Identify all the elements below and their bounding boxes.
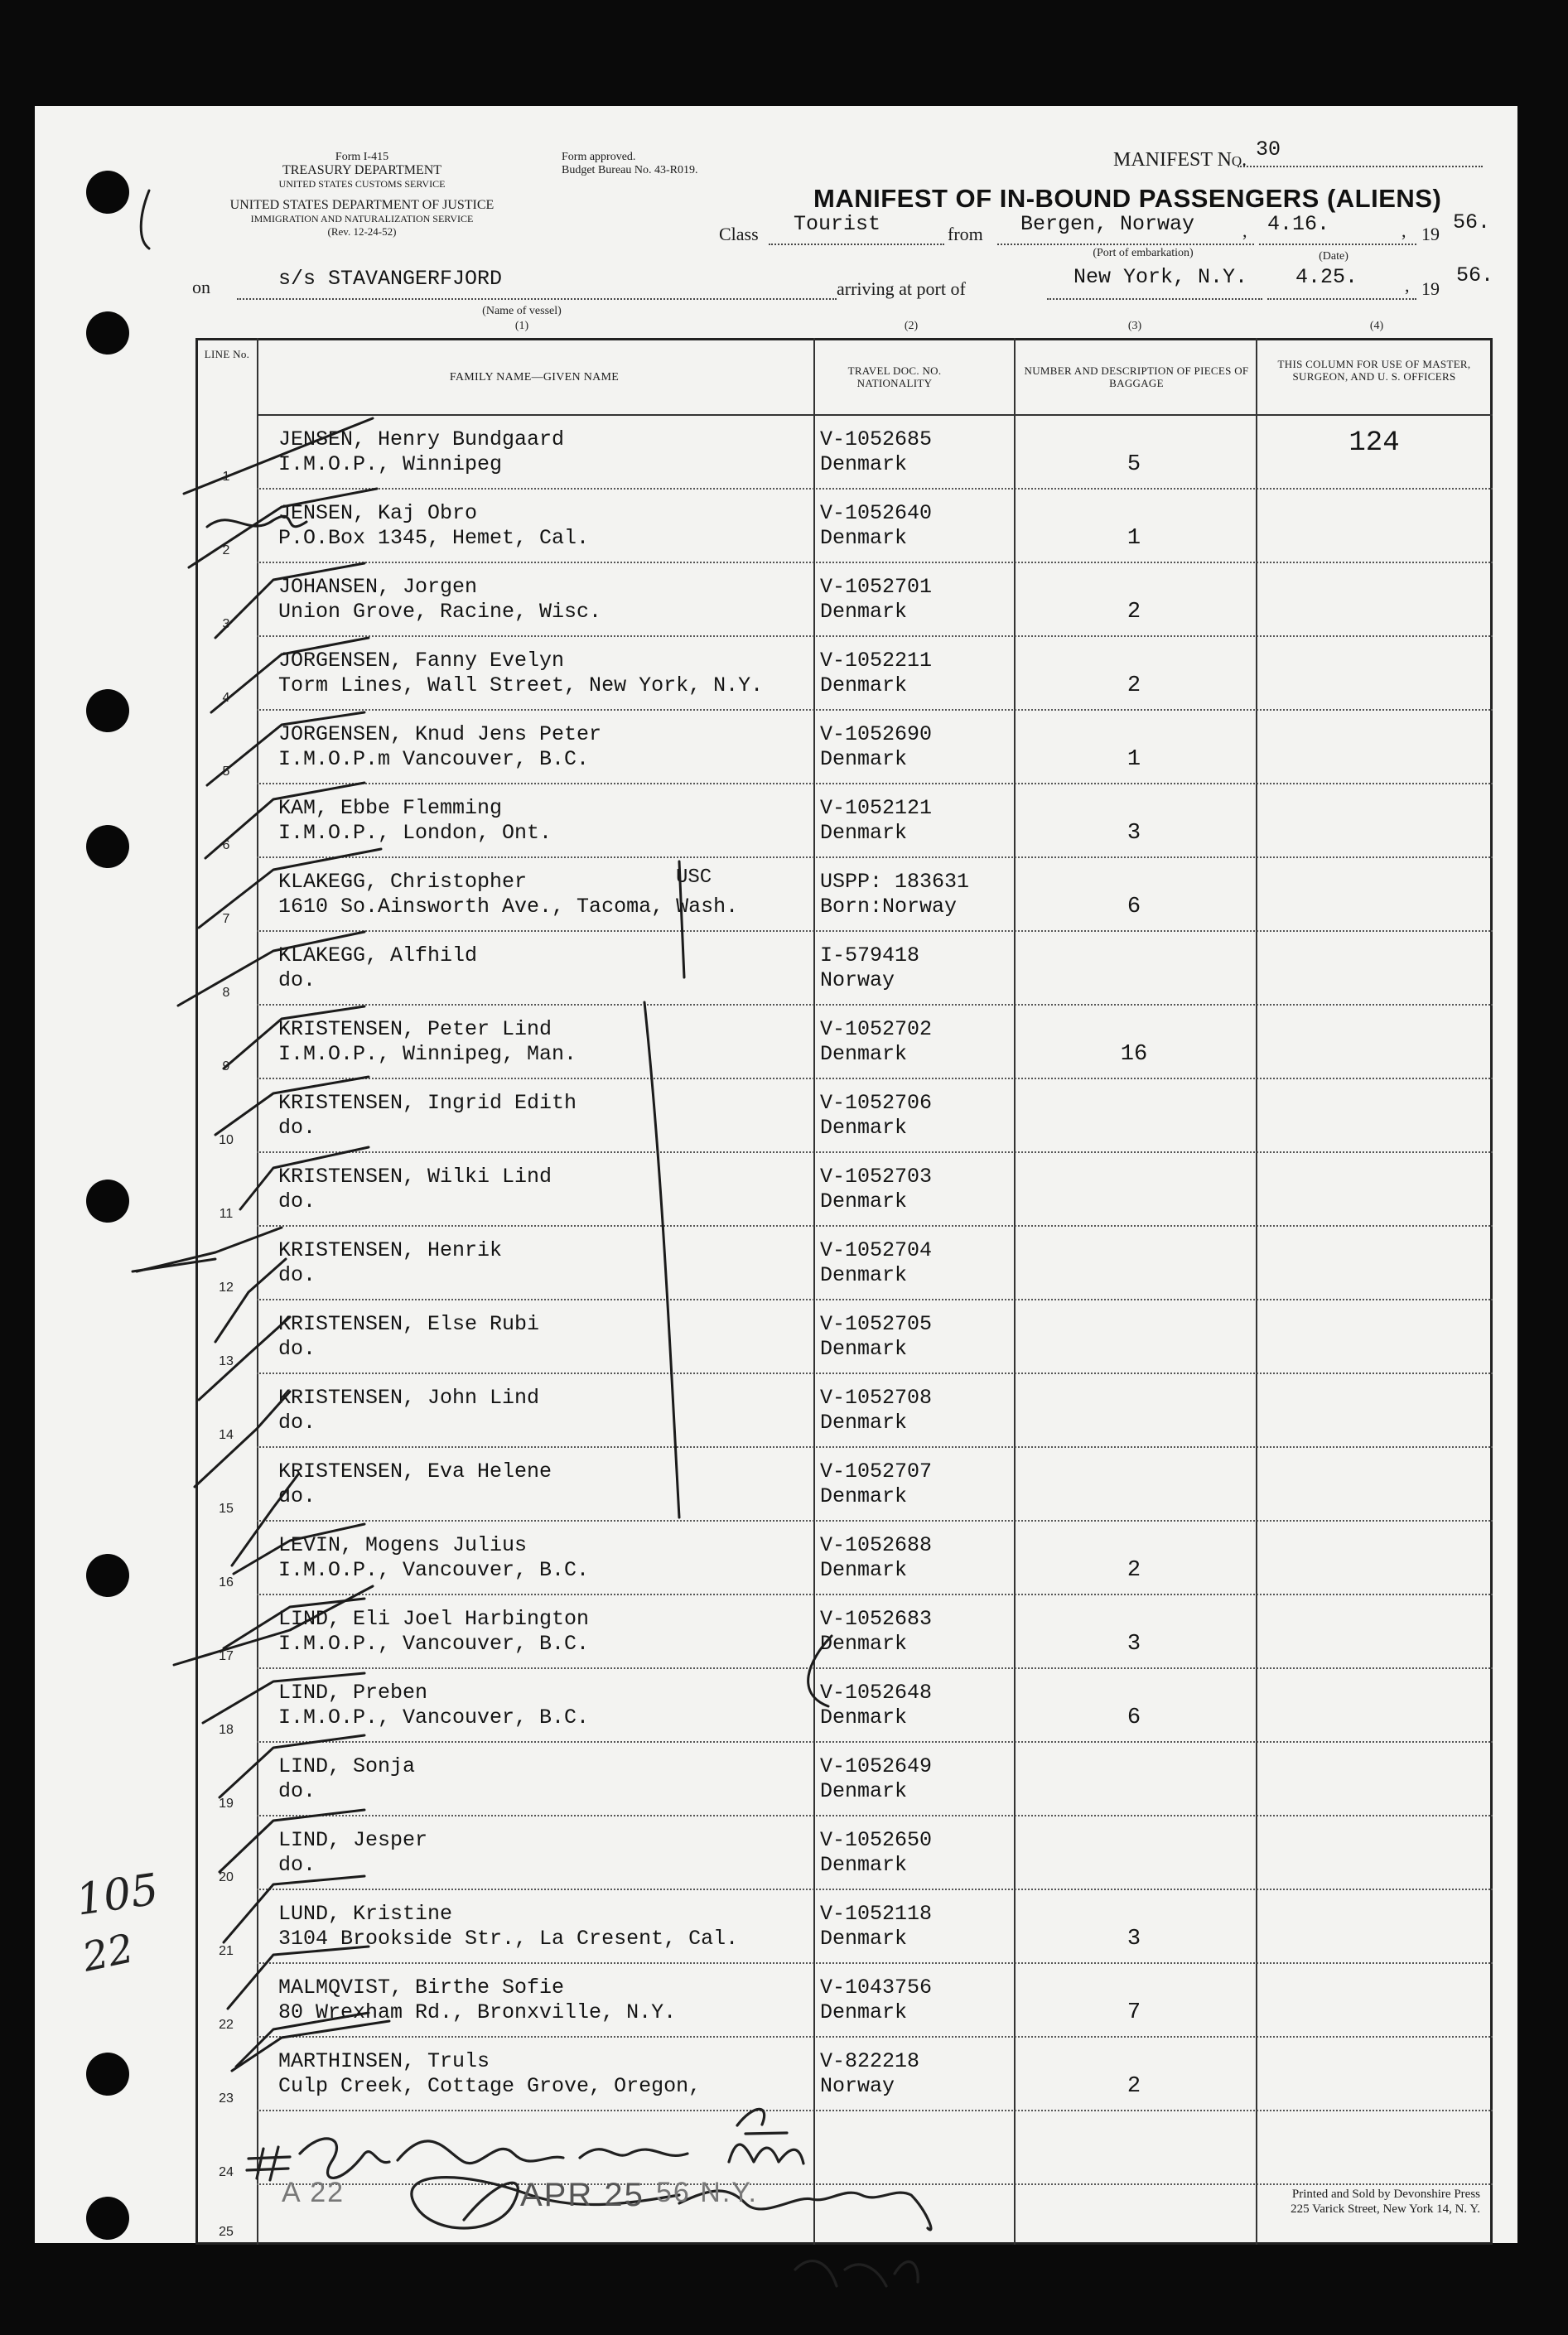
- travel-doc: USPP: 183631: [820, 870, 970, 894]
- line-number: 10: [219, 1133, 234, 1147]
- officer-note: 124: [1348, 427, 1400, 459]
- budget-bureau: Budget Bureau No. 43-R019.: [562, 164, 698, 176]
- passenger-address: do.: [278, 1337, 316, 1361]
- form-approved: Form approved.: [562, 151, 636, 163]
- line-number: 7: [222, 912, 230, 926]
- passenger-name: KLAKEGG, Alfhild: [278, 943, 478, 967]
- baggage-count: 6: [1127, 895, 1141, 919]
- travel-doc: V-1052702: [820, 1017, 933, 1041]
- nationality: Norway: [820, 2074, 895, 2098]
- binder-hole: [86, 171, 129, 214]
- baggage-count: 2: [1127, 1558, 1141, 1583]
- table-row: [195, 1669, 1493, 1743]
- printer-credit: [1291, 2187, 1480, 2217]
- stamp-location: 56 N.Y.: [656, 2177, 759, 2208]
- baggage-count: 2: [1127, 600, 1141, 625]
- treasury-dept: TREASURY DEPARTMENT: [282, 163, 442, 177]
- side-note-top: 105: [73, 1865, 162, 1926]
- baggage-count: 6: [1127, 1705, 1141, 1730]
- from-line: [997, 244, 1254, 245]
- binder-hole: [86, 689, 129, 732]
- passenger-name: KRISTENSEN, Wilki Lind: [278, 1165, 552, 1189]
- table-row: [195, 1595, 1493, 1669]
- passenger-address: Torm Lines, Wall Street, New York, N.Y.: [278, 673, 764, 697]
- col-num-1: (1): [514, 320, 529, 332]
- binder-hole: [86, 311, 129, 355]
- nationality: Denmark: [820, 1558, 908, 1582]
- table-row: [195, 1079, 1493, 1153]
- passenger-name: KRISTENSEN, Peter Lind: [278, 1017, 552, 1041]
- col-header-baggage: NUMBER AND DESCRIPTION OF PIECES OF BAGGAGE: [1024, 364, 1249, 389]
- form-approval: [562, 151, 697, 177]
- nationality: Denmark: [820, 1337, 908, 1361]
- ins: IMMIGRATION AND NATURALIZATION SERVICE: [250, 213, 474, 224]
- passenger-name: JOHANSEN, Jorgen: [278, 575, 478, 599]
- passenger-name: KRISTENSEN, John Lind: [278, 1386, 540, 1410]
- line-number: 20: [219, 1870, 234, 1884]
- table-row: [195, 1522, 1493, 1595]
- line-number: 3: [222, 617, 230, 631]
- side-note-bottom: 22: [78, 1925, 138, 1981]
- arrival-date-line: [1267, 298, 1416, 300]
- col-header-line-no: LINE No.: [204, 348, 250, 360]
- table-row: [195, 1890, 1493, 1964]
- passenger-name: LEVIN, Mogens Julius: [278, 1533, 528, 1557]
- passenger-address: do.: [278, 1484, 316, 1508]
- binder-hole: [86, 2197, 129, 2240]
- manifest-number-line: [1238, 166, 1483, 167]
- nationality: Denmark: [820, 1411, 908, 1435]
- travel-doc: V-1052705: [820, 1312, 933, 1336]
- table-row: [195, 932, 1493, 1006]
- nationality: Denmark: [820, 2000, 908, 2024]
- arrival-year: 56.: [1456, 263, 1494, 287]
- line-number: 23: [219, 2091, 234, 2106]
- nationality: Denmark: [820, 452, 908, 476]
- line-number: 21: [219, 1944, 234, 1958]
- line-number: 5: [222, 765, 230, 779]
- nationality: Denmark: [820, 1705, 908, 1730]
- passenger-address: 80 Wrexham Rd., Bronxville, N.Y.: [278, 2000, 677, 2024]
- printer-line-1: Printed and Sold by Devonshire Press: [1291, 2188, 1480, 2201]
- table-row: [195, 1227, 1493, 1300]
- nationality: Denmark: [820, 747, 908, 771]
- table-row: [195, 1300, 1493, 1374]
- from-value: Bergen, Norway: [1020, 212, 1195, 236]
- passenger-address: I.M.O.P., Vancouver, B.C.: [278, 1705, 590, 1730]
- table-row: [195, 1448, 1493, 1522]
- passenger-name: JORGENSEN, Fanny Evelyn: [278, 649, 565, 673]
- passenger-address: I.M.O.P., Vancouver, B.C.: [278, 1632, 590, 1656]
- on-label: on: [192, 277, 210, 297]
- line-number: 2: [222, 543, 230, 557]
- passenger-name: JENSEN, Henry Bundgaard: [278, 427, 565, 451]
- baggage-count: 3: [1127, 821, 1141, 846]
- manifest-label: MANIFEST No.: [1113, 149, 1247, 171]
- col-header-family-name: FAMILY NAME—GIVEN NAME: [449, 371, 620, 384]
- customs-service: UNITED STATES CUSTOMS SERVICE: [278, 178, 446, 190]
- passenger-address: 3104 Brookside Str., La Cresent, Cal.: [278, 1927, 739, 1951]
- nationality: Denmark: [820, 1927, 908, 1951]
- baggage-count: 7: [1127, 2000, 1141, 2025]
- nationality: Denmark: [820, 1484, 908, 1508]
- travel-doc: I-579418: [820, 943, 920, 967]
- baggage-count: 16: [1120, 1042, 1148, 1067]
- travel-doc: V-1052118: [820, 1902, 933, 1926]
- embark-date: 4.16.: [1267, 212, 1330, 236]
- col-num-2: (2): [904, 320, 919, 332]
- travel-doc: V-1052685: [820, 427, 933, 451]
- form-number: Form I-415: [335, 151, 389, 163]
- line-number: 22: [219, 2018, 234, 2032]
- passenger-address: I.M.O.P., London, Ont.: [278, 821, 552, 845]
- travel-doc: V-1052707: [820, 1459, 933, 1483]
- passenger-address: I.M.O.P., Winnipeg, Man.: [278, 1042, 577, 1066]
- line-number: 14: [219, 1428, 234, 1442]
- travel-doc: V-1052706: [820, 1091, 933, 1115]
- page-title: MANIFEST OF IN-BOUND PASSENGERS (ALIENS): [813, 184, 1442, 213]
- stamp-prefix: A 22: [282, 2177, 345, 2208]
- travel-doc: V-1052649: [820, 1754, 933, 1778]
- travel-doc: V-1052703: [820, 1165, 933, 1189]
- baggage-count: 3: [1127, 1632, 1141, 1657]
- nationality: Born:Norway: [820, 895, 958, 919]
- baggage-count: 5: [1127, 452, 1141, 477]
- binder-hole: [86, 1554, 129, 1597]
- comma: ,: [1405, 275, 1410, 296]
- manifest-number: 30: [1256, 137, 1281, 162]
- table-row: [195, 1374, 1493, 1448]
- table-row: [195, 2038, 1493, 2111]
- binder-hole: [86, 1180, 129, 1223]
- travel-doc: V-1052708: [820, 1386, 933, 1410]
- nationality: Denmark: [820, 1632, 908, 1656]
- nationality: Denmark: [820, 1042, 908, 1066]
- passenger-address: do.: [278, 968, 316, 992]
- passenger-address: P.O.Box 1345, Hemet, Cal.: [278, 526, 590, 550]
- arrival-port: New York, N.Y.: [1073, 265, 1248, 289]
- baggage-count: 3: [1127, 1927, 1141, 1951]
- table-row: [195, 2111, 1493, 2185]
- embark-year: 56.: [1453, 210, 1491, 234]
- baggage-count: 2: [1127, 673, 1141, 698]
- line-number: 17: [219, 1649, 234, 1663]
- comma: ,: [1242, 220, 1247, 241]
- travel-doc: V-1052704: [820, 1238, 933, 1262]
- vessel-caption: (Name of vessel): [482, 305, 562, 317]
- nationality: Denmark: [820, 1116, 908, 1140]
- travel-doc: V-1052648: [820, 1681, 933, 1705]
- nationality: Denmark: [820, 1189, 908, 1213]
- line-number: 19: [219, 1797, 234, 1811]
- nationality: Denmark: [820, 1263, 908, 1287]
- printer-line-2: 225 Varick Street, New York 14, N. Y.: [1291, 2202, 1480, 2216]
- table-row: [195, 1743, 1493, 1816]
- line-number: 24: [219, 2165, 234, 2179]
- passenger-name: KRISTENSEN, Else Rubi: [278, 1312, 540, 1336]
- travel-doc: V-1052688: [820, 1533, 933, 1557]
- baggage-count: 2: [1127, 2074, 1141, 2099]
- travel-doc: V-1052211: [820, 649, 933, 673]
- class-label: Class: [719, 224, 759, 244]
- line-number: 8: [222, 986, 230, 1000]
- travel-doc: V-1052683: [820, 1607, 933, 1631]
- line-number: 16: [219, 1575, 234, 1590]
- revision: (Rev. 12-24-52): [327, 225, 397, 238]
- nationality: Norway: [820, 968, 895, 992]
- line-number: 1: [222, 470, 230, 484]
- nationality: Denmark: [820, 526, 908, 550]
- col-num-4: (4): [1369, 320, 1384, 332]
- stamp-date: APR 25: [520, 2177, 644, 2213]
- line-number: 12: [219, 1281, 234, 1295]
- arrival-date: 4.25.: [1295, 265, 1358, 289]
- passenger-name: JENSEN, Kaj Obro: [278, 501, 478, 525]
- nationality: Denmark: [820, 673, 908, 697]
- vessel-line: [237, 298, 837, 300]
- nationality: Denmark: [820, 600, 908, 624]
- nationality: Denmark: [820, 1853, 908, 1877]
- passenger-address: 1610 So.Ainsworth Ave., Tacoma, Wash.: [278, 895, 739, 919]
- passenger-name: KRISTENSEN, Eva Helene: [278, 1459, 552, 1483]
- table-row: [195, 1816, 1493, 1890]
- table-row: [195, 490, 1493, 563]
- vessel-value: s/s STAVANGERFJORD: [278, 267, 503, 291]
- comma: ,: [1402, 220, 1406, 241]
- binder-hole: [86, 825, 129, 868]
- passenger-name: KRISTENSEN, Ingrid Edith: [278, 1091, 577, 1115]
- line-number: 9: [222, 1059, 230, 1073]
- class-value: Tourist: [794, 212, 881, 236]
- passenger-address: do.: [278, 1411, 316, 1435]
- passenger-address: do.: [278, 1779, 316, 1803]
- table-row: [195, 784, 1493, 858]
- travel-doc: V-1052640: [820, 501, 933, 525]
- table-row: [195, 1006, 1493, 1079]
- travel-doc: V-1043756: [820, 1976, 933, 2000]
- col-header-travel-doc: TRAVEL DOC. NO. NATIONALITY: [847, 364, 942, 389]
- port-caption: (Port of embarkation): [1093, 247, 1194, 259]
- table-row: [195, 416, 1493, 490]
- table-row: [195, 637, 1493, 711]
- passenger-address: I.M.O.P., Winnipeg: [278, 452, 503, 476]
- baggage-count: 1: [1127, 526, 1141, 551]
- signature-stroke: [795, 2261, 918, 2286]
- embark-date-line: [1259, 244, 1416, 245]
- passenger-name: MARTHINSEN, Truls: [278, 2049, 490, 2073]
- passenger-address: do.: [278, 1853, 316, 1877]
- passenger-address: Union Grove, Racine, Wisc.: [278, 600, 602, 624]
- usc-annotation: USC: [676, 866, 712, 889]
- line-number: 6: [222, 838, 230, 852]
- baggage-count: 1: [1127, 747, 1141, 772]
- year-prefix: 19: [1421, 278, 1440, 299]
- passenger-address: do.: [278, 1263, 316, 1287]
- table-row: [195, 563, 1493, 637]
- passenger-name: MALMQVIST, Birthe Sofie: [278, 1976, 565, 2000]
- passenger-name: KRISTENSEN, Henrik: [278, 1238, 503, 1262]
- table-row: [195, 1153, 1493, 1227]
- passenger-address: I.M.O.P., Vancouver, B.C.: [278, 1558, 590, 1582]
- passenger-name: LIND, Eli Joel Harbington: [278, 1607, 590, 1631]
- doj: UNITED STATES DEPARTMENT OF JUSTICE: [229, 198, 495, 212]
- class-line: [769, 244, 944, 245]
- date-caption: (Date): [1319, 250, 1348, 263]
- arrival-port-line: [1047, 298, 1262, 300]
- passenger-address: do.: [278, 1116, 316, 1140]
- table-row: [195, 858, 1493, 932]
- passenger-name: LUND, Kristine: [278, 1902, 453, 1926]
- travel-doc: V-822218: [820, 2049, 920, 2073]
- passenger-name: JORGENSEN, Knud Jens Peter: [278, 722, 602, 746]
- passenger-name: KAM, Ebbe Flemming: [278, 796, 503, 820]
- travel-doc: V-1052690: [820, 722, 933, 746]
- passenger-name: LIND, Jesper: [278, 1828, 428, 1852]
- passenger-address: Culp Creek, Cottage Grove, Oregon,: [278, 2074, 702, 2098]
- line-number: 15: [219, 1502, 234, 1516]
- year-prefix: 19: [1421, 224, 1440, 244]
- col-num-3: (3): [1127, 320, 1142, 332]
- travel-doc: V-1052701: [820, 575, 933, 599]
- travel-doc: V-1052121: [820, 796, 933, 820]
- table-row: [195, 1964, 1493, 2038]
- form-identity: [192, 151, 532, 239]
- line-number: 25: [219, 2225, 234, 2239]
- line-number: 11: [219, 1207, 234, 1221]
- line-number: 18: [219, 1723, 234, 1737]
- table-row: [195, 711, 1493, 784]
- from-label: from: [948, 224, 983, 244]
- passenger-name: KLAKEGG, Christopher: [278, 870, 528, 894]
- passenger-name: LIND, Sonja: [278, 1754, 416, 1778]
- nationality: Denmark: [820, 821, 908, 845]
- nationality: Denmark: [820, 1779, 908, 1803]
- passenger-address: I.M.O.P.m Vancouver, B.C.: [278, 747, 590, 771]
- line-number: 4: [222, 691, 230, 705]
- passenger-name: LIND, Preben: [278, 1681, 428, 1705]
- binder-hole: [86, 2053, 129, 2096]
- arriving-label: arriving at port of: [837, 278, 966, 299]
- passenger-address: do.: [278, 1189, 316, 1213]
- travel-doc: V-1052650: [820, 1828, 933, 1852]
- line-number: 13: [219, 1354, 234, 1368]
- col-header-officers: THIS COLUMN FOR USE OF MASTER, SURGEON, AND U. S. OFFICERS: [1277, 358, 1471, 383]
